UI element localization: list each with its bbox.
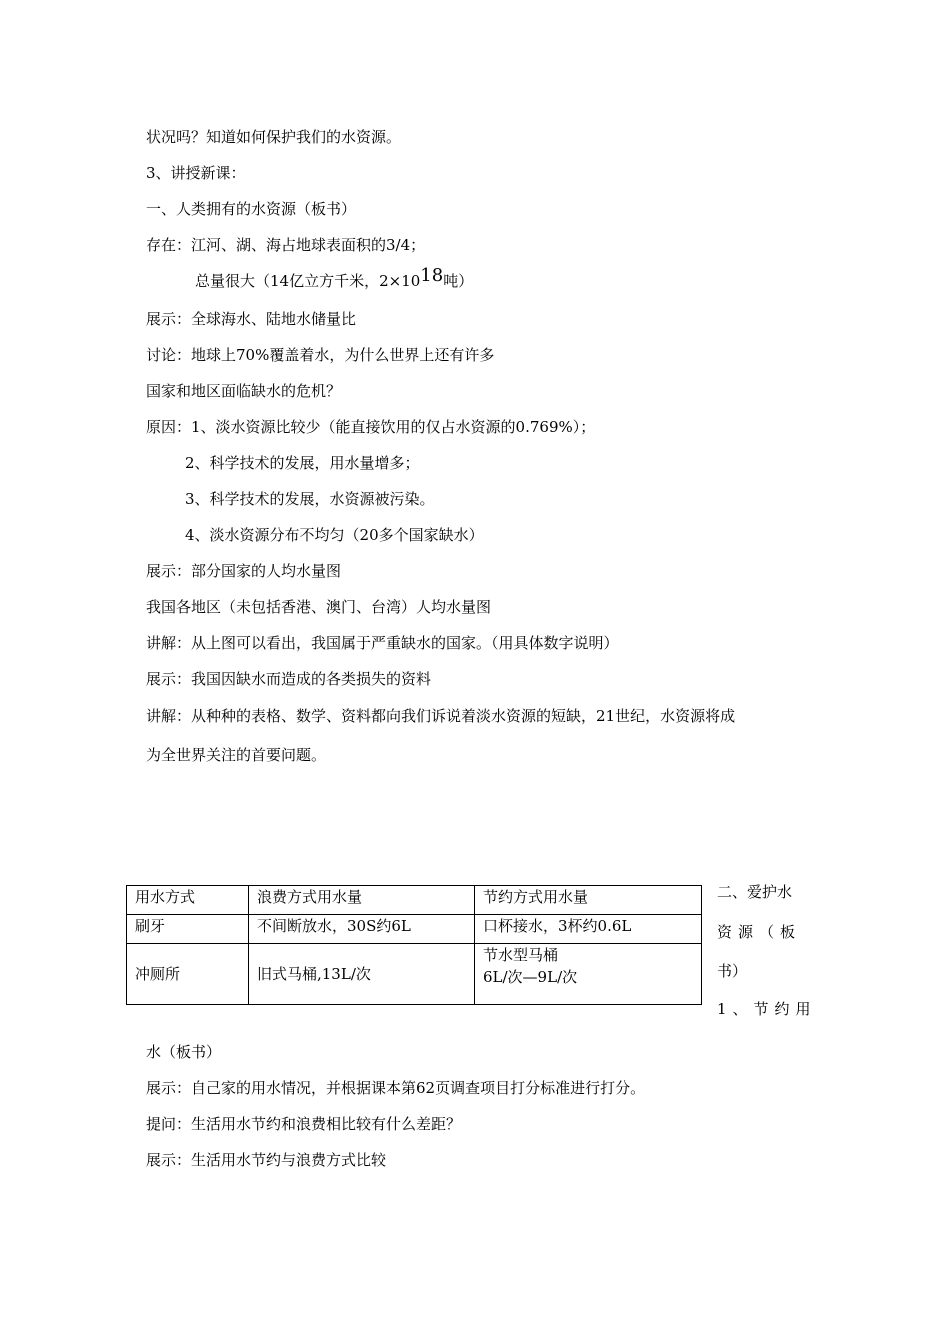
text-line: 存在：江河、湖、海占地球表面积的3/4； — [146, 236, 426, 254]
text-fragment: 吨） — [443, 272, 474, 290]
text-line: 展示：我国因缺水而造成的各类损失的资料 — [146, 670, 432, 688]
table-cell: 旧式马桶,13L/次 — [249, 944, 475, 1005]
table-cell: 口杯接水，3杯约0.6L — [475, 915, 702, 944]
table-header-cell: 节约方式用水量 — [475, 886, 702, 915]
text-line: 讲解：从种种的表格、数学、资料都向我们诉说着淡水资源的短缺，21世纪，水资源将成 — [146, 707, 736, 725]
text-line: 4、淡水资源分布不均匀（20多个国家缺水） — [185, 526, 484, 544]
text-line: 状况吗？知道如何保护我们的水资源。 — [146, 128, 402, 146]
side-text: 二、爱护水 — [717, 883, 793, 901]
text-line: 我国各地区（未包括香港、澳门、台湾）人均水量图 — [146, 598, 492, 616]
side-text: 书） — [717, 962, 748, 980]
text-line: 讨论：地球上70%覆盖着水，为什么世界上还有许多 — [146, 346, 495, 364]
section-heading: 一、人类拥有的水资源（板书） — [146, 200, 357, 218]
superscript-exponent: 18 — [420, 265, 444, 286]
text-line: 水（板书） — [146, 1043, 222, 1061]
text-line: 2、科学技术的发展，用水量增多； — [185, 454, 420, 472]
text-line: 为全世界关注的首要问题。 — [146, 746, 327, 764]
side-text: 资源（板 — [717, 923, 802, 941]
text-fragment: 总量很大（14亿立方千米，2×10 — [195, 272, 421, 290]
table-row — [127, 915, 702, 944]
table-cell: 冲厕所 — [127, 944, 249, 1005]
water-usage-table — [126, 885, 702, 1005]
table-header-cell: 浪费方式用水量 — [249, 886, 475, 915]
text-line: 展示：自己家的用水情况，并根据课本第62页调查项目打分标准进行打分。 — [146, 1079, 646, 1097]
table-cell: 不间断放水，30S约6L — [249, 915, 475, 944]
side-text: 1、节约用 — [717, 1000, 817, 1018]
table-header-cell: 用水方式 — [127, 886, 249, 915]
text-line: 3、科学技术的发展，水资源被污染。 — [185, 490, 435, 508]
text-line: 原因：1、淡水资源比较少（能直接饮用的仅占水资源的0.769%）； — [146, 418, 596, 436]
table-cell — [475, 944, 702, 1005]
text-line: 3、讲授新课： — [146, 164, 246, 182]
cell-line: 6L/次—9L/次 — [483, 968, 578, 987]
table-header-row — [127, 886, 702, 915]
text-line: 展示：生活用水节约与浪费方式比较 — [146, 1151, 387, 1169]
table-row — [127, 944, 702, 1005]
text-line: 展示：部分国家的人均水量图 — [146, 562, 342, 580]
text-line: 提问：生活用水节约和浪费相比较有什么差距？ — [146, 1115, 462, 1133]
cell-line: 节水型马桶 — [483, 946, 559, 965]
text-line: 讲解：从上图可以看出，我国属于严重缺水的国家。（用具体数字说明） — [146, 634, 619, 652]
table-cell: 刷牙 — [127, 915, 249, 944]
text-line: 国家和地区面临缺水的危机？ — [146, 382, 342, 400]
text-line: 展示：全球海水、陆地水储量比 — [146, 310, 357, 328]
text-line — [195, 265, 474, 291]
